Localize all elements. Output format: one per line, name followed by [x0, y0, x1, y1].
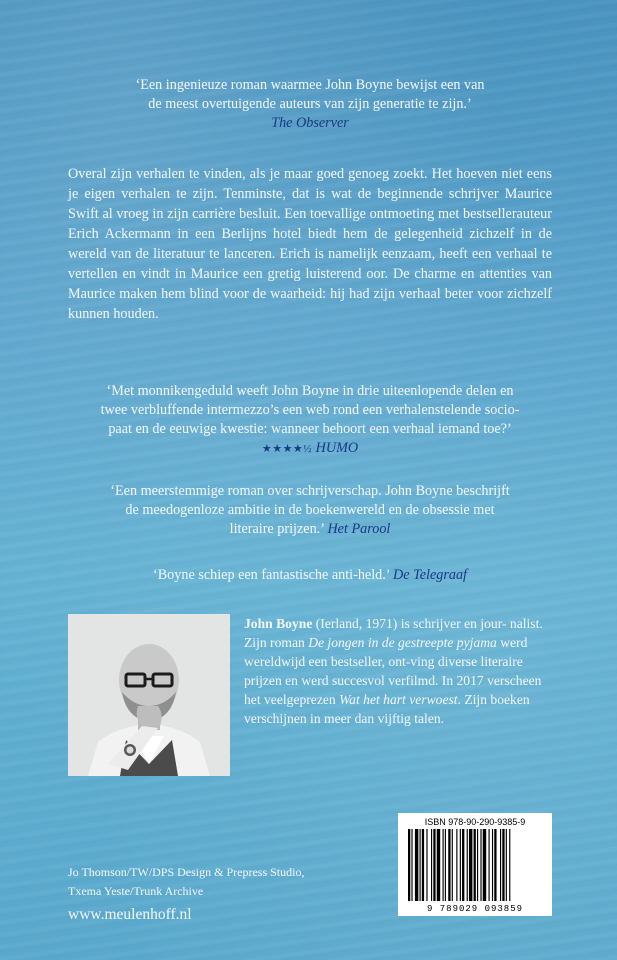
isbn-label: ISBN 978-90-290-9385-9: [424, 817, 526, 827]
isbn-barcode: [398, 813, 552, 916]
author-portrait-illustration: [68, 614, 230, 776]
credit-line: Jo Thomson/TW/DPS Design & Prepress Studio,: [68, 865, 305, 879]
barcode-bar: [467, 829, 468, 901]
bio-text: werd wereldwijd een bestseller, ont-ving diverse literaire prijzen en werd succesvol verfilmd. In 2017 verscheen het veelgeprezen: [244, 635, 542, 707]
quote-text: de meest overtuigende auteurs van zijn generatie te zijn.’: [148, 96, 472, 112]
barcode-bar: [420, 829, 421, 901]
isbn-digits: 9 789029 093859: [426, 904, 523, 914]
quote-source: De Telegraaf: [393, 567, 467, 583]
barcode-bar: [462, 829, 464, 901]
barcode-bar: [411, 829, 412, 901]
quote-text: ‘Een meerstemmige roman over schrijverschap. John Boyne beschrijft: [110, 483, 510, 499]
quote-text: de meedogenloze ambitie in de boekenwereld en de obsessie met: [125, 502, 495, 518]
barcode-bar: [422, 829, 424, 901]
barcode-bar: [477, 829, 478, 901]
barcode-bar: [489, 829, 490, 901]
rating-stars: ★★★★½: [261, 443, 313, 455]
quote-source: Het Parool: [327, 521, 391, 537]
barcode-bar: [483, 829, 486, 901]
quote-source: HUMO: [315, 440, 359, 456]
barcode-bar: [431, 829, 432, 901]
quote-telegraaf: [68, 566, 552, 585]
barcode-bar: [445, 829, 446, 901]
barcode-bar: [492, 829, 493, 901]
barcode-bar: [433, 829, 435, 901]
credit-line: Txema Yeste/Trunk Archive: [68, 884, 204, 898]
barcode-bar: [437, 829, 440, 901]
quote-parool: [68, 482, 552, 539]
author-name: John Boyne: [244, 616, 313, 631]
author-bio: [244, 614, 552, 728]
book-title: De jongen in de gestreepte pyjama: [308, 635, 497, 650]
quote-text: ‘Boyne schiep een fantastische anti-held.’: [152, 567, 390, 583]
publisher-website[interactable]: www.meulenhoff.nl: [68, 906, 192, 923]
barcode-bar: [500, 829, 501, 901]
barcode-bar: [469, 829, 472, 901]
quote-text: twee verbluffende intermezzo’s een web rond een verhalenstelende socio-: [100, 402, 520, 418]
barcode-bar: [460, 829, 461, 901]
barcode-bar: [474, 829, 476, 901]
quote-source: The Observer: [271, 115, 349, 131]
barcode-bar: [494, 829, 496, 901]
book-title: Wat het hart verwoest: [339, 692, 458, 707]
bio-text: nalist. Zijn roman: [244, 616, 543, 650]
barcode-bar: [506, 829, 507, 901]
barcode-bar: [448, 829, 450, 901]
quote-text: literaire prijzen.’: [229, 521, 324, 537]
barcode-bars: [408, 829, 542, 901]
barcode-bar: [456, 829, 457, 901]
barcode-bar: [426, 829, 427, 901]
barcode-bar: [408, 829, 410, 901]
photo-credits: [68, 863, 304, 901]
quote-text: ‘Een ingenieuze roman waarmee John Boyne bewijst een van: [135, 77, 485, 93]
quote-text: ‘Met monnikengeduld weeft John Boyne in drie uiteenlopende delen en: [106, 383, 514, 399]
barcode-bar: [443, 829, 444, 901]
quote-text: paat en de eeuwige kwestie: wanneer behoort een verhaal iemand toe?’: [108, 421, 512, 437]
barcode-bar: [509, 829, 510, 901]
author-photo: [68, 614, 230, 776]
barcode-bar: [452, 829, 453, 901]
bio-text: . Zijn boeken verschijnen in meer dan vijftig talen.: [244, 692, 530, 726]
bio-text: (Ierland, 1971) is schrijver en jour-: [312, 616, 507, 631]
barcode-bar: [480, 829, 481, 901]
quote-observer: [68, 76, 552, 133]
barcode-bar: [502, 829, 504, 901]
barcode-bar: [415, 829, 418, 901]
synopsis-paragraph: Overal zijn verhalen te vinden, als je maar goed genoeg zoekt. Het hoeven niet eens je eigen verhalen te zijn. Tenminste, dat is wat de beginnende schrijver Maurice Swift al vroeg in zijn carrière besluit. Een toevallige ontmoeting met bestsellerauteur Erich Ackermann in een Berlijns hotel biedt hem de gelegenheid zichzelf in de wereld van de literatuur te lanceren. Erich is namelijk eenzaam, heeft een verhaal te vertellen en vindt in Maurice een gretig luisterend oor. De charme en attenties van Maurice maken hem blind voor de waarheid: hij had zijn verhaal beter voor zichzelf kunnen houden.: [68, 166, 552, 322]
quote-humo: [68, 382, 552, 459]
